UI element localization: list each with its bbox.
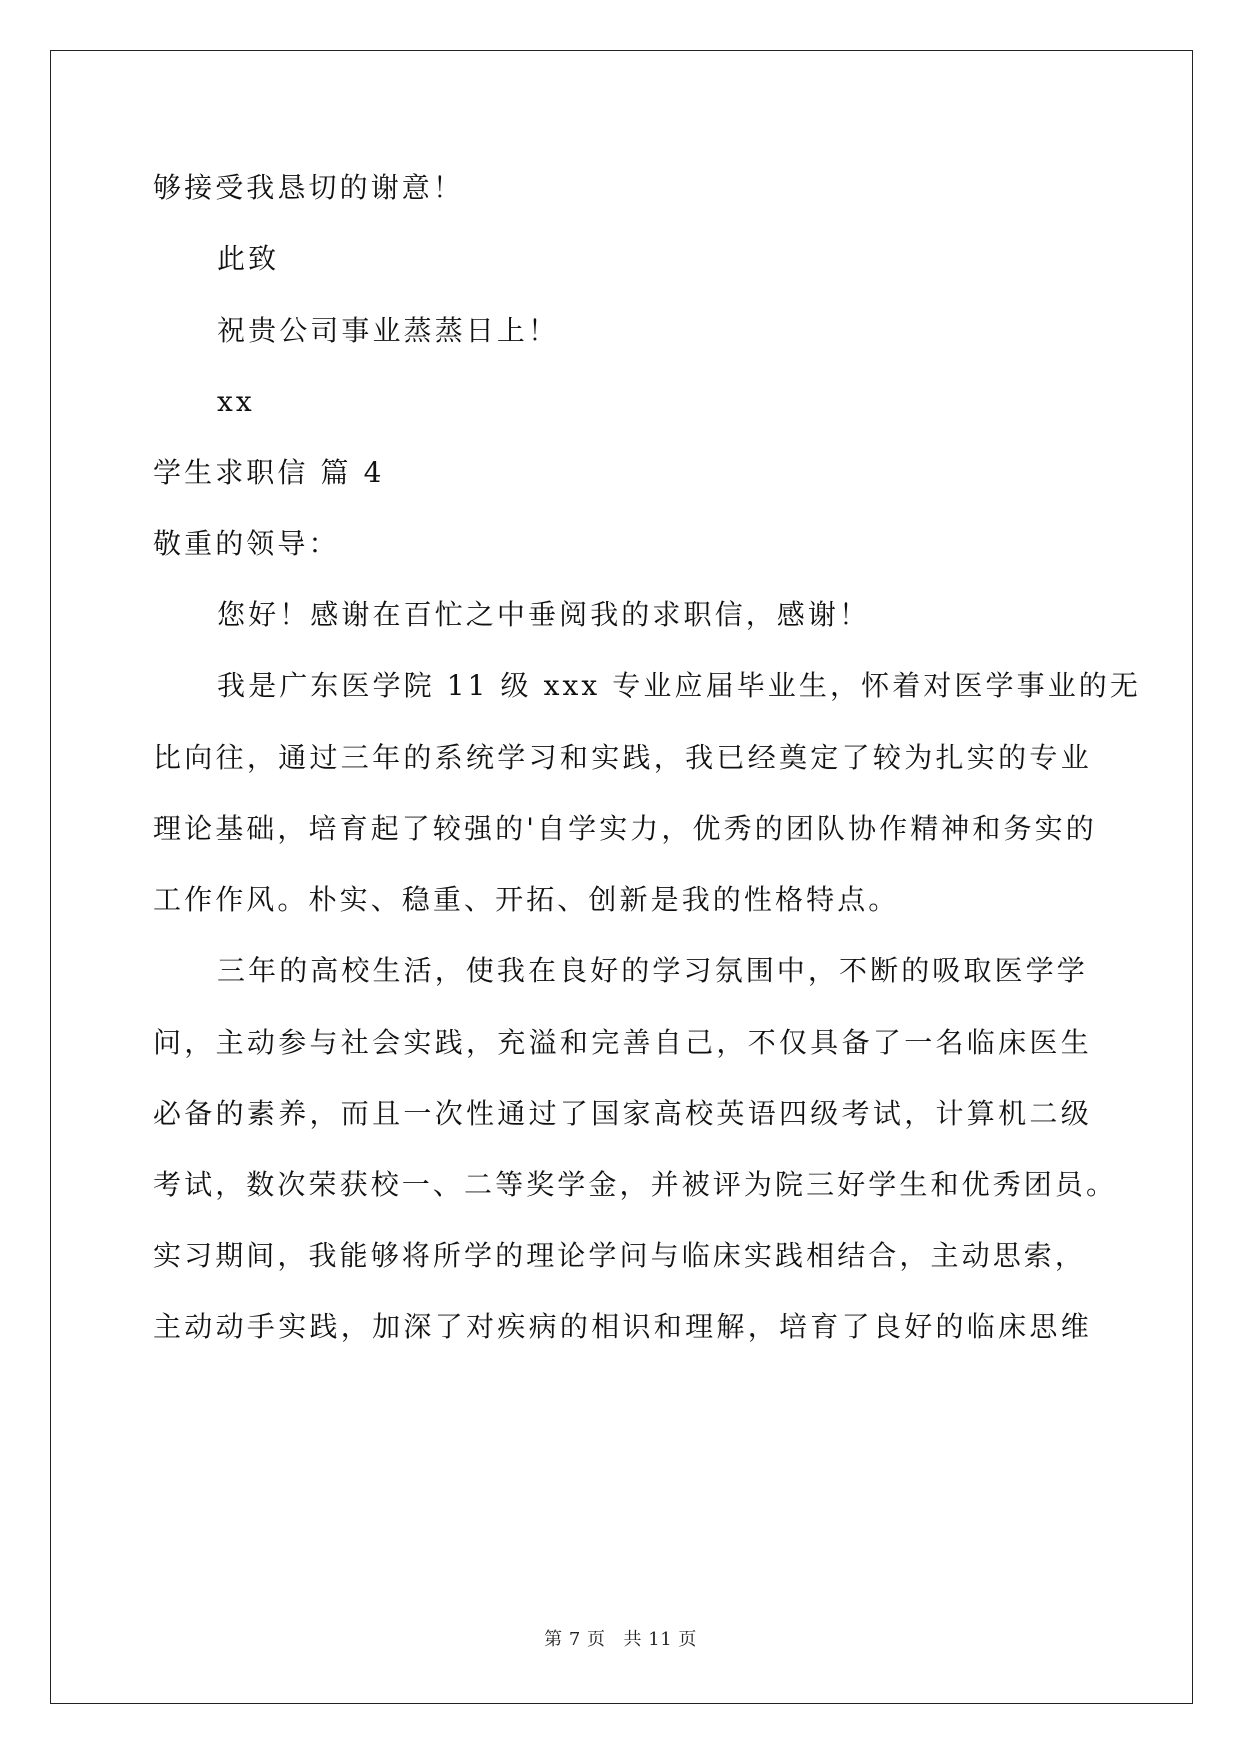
paragraph-line: 三年的高校生活，使我在良好的学习氛围中，不断的吸取医学学	[217, 954, 1088, 987]
paragraph-line: 比向往，通过三年的系统学习和实践，我已经奠定了较为扎实的专业	[153, 741, 1093, 774]
paragraph-line: 我是广东医学院 11 级 xxx 专业应届毕业生，怀着对医学事业的无	[217, 669, 1142, 702]
paragraph-line: 必备的素养，而且一次性通过了国家高校英语四级考试，计算机二级	[153, 1097, 1093, 1130]
page-frame	[50, 50, 1193, 1704]
page-footer	[0, 1625, 1241, 1651]
text-line-signature: xx	[217, 385, 255, 418]
text-line-wish: 祝贵公司事业蒸蒸日上！	[217, 314, 560, 347]
section-heading: 学生求职信 篇 4	[153, 456, 385, 489]
paragraph-line: 理论基础，培育起了较强的'自学实力，优秀的团队协作精神和务实的	[153, 812, 1097, 845]
paragraph-line: 工作作风。朴实、稳重、开拓、创新是我的性格特点。	[153, 883, 900, 916]
text-line-salutation: 此致	[217, 242, 280, 275]
paragraph-line: 考试，数次荣获校一、二等奖学金，并被评为院三好学生和优秀团员。	[153, 1168, 1118, 1201]
text-line-hello: 您好！感谢在百忙之中垂阅我的求职信，感谢！	[217, 598, 871, 631]
text-line-closing-thanks: 够接受我恳切的谢意！	[153, 171, 465, 204]
paragraph-line: 实习期间，我能够将所学的理论学问与临床实践相结合，主动思索，	[153, 1239, 1087, 1272]
page-number: 第 7 页	[544, 1629, 606, 1650]
text-line-greeting: 敬重的领导：	[153, 527, 340, 560]
paragraph-line: 问，主动参与社会实践，充溢和完善自己，不仅具备了一名临床医生	[153, 1026, 1093, 1059]
total-pages: 共 11 页	[623, 1629, 697, 1650]
paragraph-line: 主动动手实践，加深了对疾病的相识和理解，培育了良好的临床思维	[153, 1310, 1093, 1343]
